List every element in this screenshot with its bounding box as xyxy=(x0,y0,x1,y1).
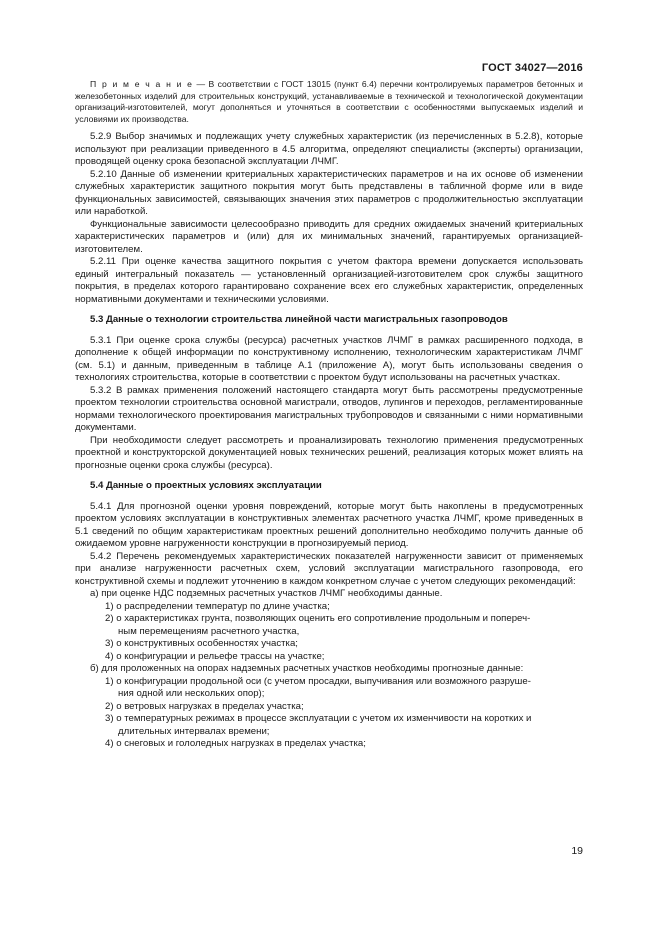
list-a-item-3 xyxy=(75,638,583,651)
standard-designation: ГОСТ 34027—2016 xyxy=(481,62,583,74)
list-b-item-3 xyxy=(75,713,583,738)
list-b-item-4 xyxy=(75,738,583,751)
list-item-text: 3) о температурных режимах в процессе эксплуатации с учетом их изменчивости на коротких и xyxy=(105,713,532,724)
note-text: — В соответствии с ГОСТ 13015 (пункт 6.4) перечни контролируемых параметров бетонных и железобетонных изделий для строительных конструкций, устанавливаемые в технической и технологической документации организаций-изготовителей, могут дополняться и уточняться в соответствии с особенностями выпускаемых изделий и условиями их производства. xyxy=(75,79,583,124)
list-a-item-1 xyxy=(75,601,583,614)
note-paragraph xyxy=(75,79,583,125)
paragraph-5-2-9: 5.2.9 Выбор значимых и подлежащих учету служебных характеристик (из перечисленных в 5.2.8), которые используют при реализации приведенного в 4.5 алгоритма, определяют специалисты (эксперты) организации, проводящей оценку срока безопасной эксплуатации ЛЧМГ. xyxy=(75,131,583,167)
paragraph-5-4-2: 5.4.2 Перечень рекомендуемых характеристических показателей нагруженности зависит от применяемых при анализе нагруженности расчетных схем, условий эксплуатации магистрального газопровода, его конструктивной схемы и подлежит уточнению в каждом конкретном случае с учетом следующих рекомендаций: xyxy=(75,550,583,587)
list-item-text: 2) о характеристиках грунта, позволяющих оценить его сопротивление продольным и попереч- xyxy=(105,613,531,624)
list-item-text: 2) о ветровых нагрузках в пределах участка; xyxy=(105,700,304,712)
list-item-text: 1) о распределении температур по длине участка; xyxy=(105,600,330,612)
list-a-label: а) при оценке НДС подземных расчетных участков ЛЧМГ необходимы данные. xyxy=(90,588,443,599)
list-item-text: 1) о конфигурации продольной оси (с учетом просадки, выпучивания или возможного разруше- xyxy=(105,675,531,687)
page-number: 19 xyxy=(571,845,583,857)
paragraph-5-2-11: 5.2.11 При оценке качества защитного покрытия с учетом фактора времени допускается использовать единый интегральный показатель — установленный организацией-изготовителем срок службы защитного покрытия, в пределах которого гарантировано сохранение всех его служебных характеристик, определенных нормативными документами и техническими условиями. xyxy=(75,256,583,305)
list-b-label: б) для проложенных на опорах надземных расчетных участков необходимы прогнозные данные: xyxy=(90,663,524,674)
paragraph-5-3-necessity: При необходимости следует рассмотреть и проанализировать технологию применения предусмотренных проектной и конструкторской документацией новых технических решений, реализация которых может влиять на прогнозные оценки срока службы (ресурса). xyxy=(75,434,583,471)
list-item-continuation: ния одной или нескольких опор); xyxy=(118,688,265,699)
list-item-continuation: длительных интервалах времени; xyxy=(118,725,270,737)
section-title-5-3: 5.3 Данные о технологии строительства линейной части магистральных газопроводов xyxy=(90,314,508,325)
section-title-5-4: 5.4 Данные о проектных условиях эксплуатации xyxy=(90,480,322,491)
paragraph-functional-dependencies: Функциональные зависимости целесообразно приводить для средних ожидаемых значений критериальных характеристических параметров и (или) для их минимальных значений, гарантируемых организацией-изготовителем. xyxy=(75,218,583,255)
paragraph-5-3-1: 5.3.1 При оценке срока службы (ресурса) расчетных участков ЛЧМГ в рамках расширенного подхода, в дополнение к общей информации по конструктивному исполнению, технологическим характеристикам ЛЧМГ (см. 5.1) и данным, приведенным в таблице А.1 (приложение А), могут быть использованы сведения о технологиях строительства, которые в соответствии с проектом будут использованы на расчетных участках. xyxy=(75,334,583,383)
list-item-text: 4) о конфигурации и рельефе трассы на участке; xyxy=(105,650,325,662)
list-a-item-2 xyxy=(75,613,583,638)
list-item-text: 4) о снеговых и гололедных нагрузках в пределах участка; xyxy=(105,738,366,749)
page-body xyxy=(75,79,583,751)
list-b-item-1 xyxy=(75,676,583,701)
paragraph-5-2-10: 5.2.10 Данные об изменении критериальных характеристических параметров и на их основе об изменении служебных характеристик защитного покрытия могут быть представлены в табличной форме или в виде функциональных зависимостей, связывающих значения этих параметров с продолжительностью эксплуатации или наработкой. xyxy=(75,168,583,217)
paragraph-5-3-2: 5.3.2 В рамках применения положений настоящего стандарта могут быть рассмотрены предусмотренные проектом технологии строительства основной магистрали, отводов, лупингов и переходов, регламентированные нормами технологического проектирования магистральных трубопроводов и связанными с ними нормативными документами. xyxy=(75,384,583,433)
paragraph-5-4-1: 5.4.1 Для прогнозной оценки уровня повреждений, которые могут быть накоплены в предусмотренных проектом условиях эксплуатации в конструктивных элементах расчетного участка ЛЧМГ, кроме приведенных в 5.1 сведений по общим характеристикам проектных решений дополнительно необходимо получить данные об ожидаемом уровне нагруженности конструкции в прогнозируемый период. xyxy=(75,500,583,549)
note-label: П р и м е ч а н и е xyxy=(90,79,194,89)
list-b-item-2 xyxy=(75,701,583,714)
list-a-item-4 xyxy=(75,651,583,664)
list-item-continuation: ным перемещениям расчетного участка, xyxy=(118,625,300,637)
list-item-text: 3) о конструктивных особенностях участка; xyxy=(105,638,298,649)
